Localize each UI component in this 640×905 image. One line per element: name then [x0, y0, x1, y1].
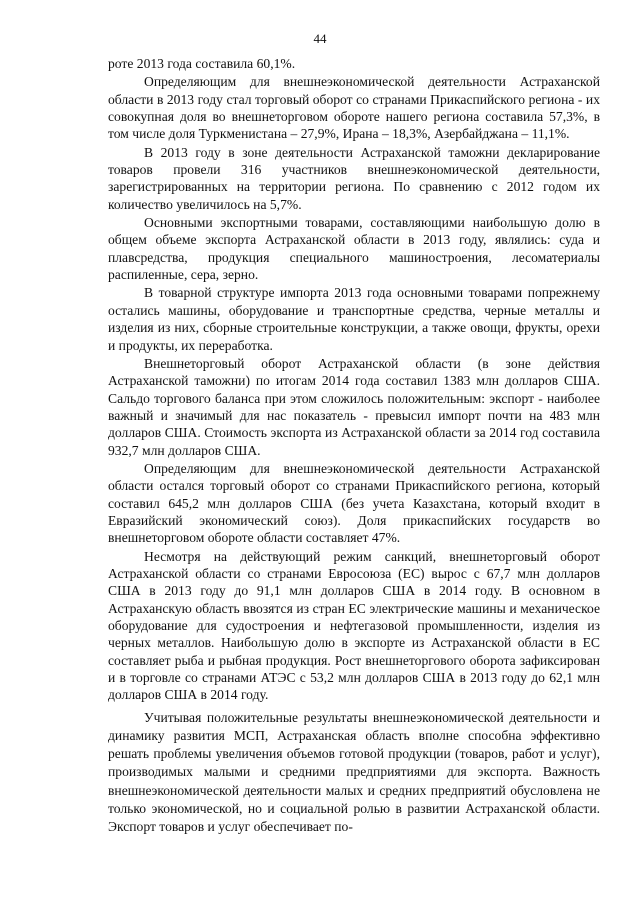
paragraph-trade-turnover-2014: Внешнеторговый оборот Астраханской области (в зоне действия Астраханской таможни) по итогам 2014 года составил 1383 млн долларов США. Сальдо торгового баланса при этом сложилось положительным: экспорт - наиболее важный и значимый для нас показатель - превысил импорт почти на 483 млн долларов США. Стоимость экспорта из Астраханской области за 2014 год составила 932,7 млн долларов США.: [108, 355, 600, 458]
page-number: 44: [313, 31, 327, 46]
page-body: [108, 55, 600, 836]
paragraph-caspian-trade-2013: Определяющим для внешнеэкономической деятельности Астраханской области в 2013 году стал торговый оборот со странами Прикаспийского региона - их совокупная доля во внешнеторговом обороте нашего региона составила 57,3%, в том числе доля Туркменистана – 27,9%, Ирана – 18,3%, Азербайджана – 11,1%.: [108, 74, 600, 142]
paragraph-export-goods: Основными экспортными товарами, составляющими наибольшую долю в общем объеме экспорта Астраханской области в 2013 году, являлись: суда и плавсредства, продукция специального машиностроения, лесоматериалы распиленные, сера, зерно.: [108, 215, 600, 283]
paragraph-caspian-trade-2014: Определяющим для внешнеэкономической деятельности Астраханской области остался торговый оборот со странами Прикаспийского региона, который составил 645,2 млн долларов США (без учета Казахстана, который входит в Евразийский экономический союз). Доля прикаспийских государств во внешнеторговом обороте области составляет 47%.: [108, 460, 600, 546]
paragraph-eu-apec-trade: Несмотря на действующий режим санкций, внешнеторговый оборот Астраханской области со странами Евросоюза (ЕС) вырос с 67,7 млн долларов США в 2013 году до 91,1 млн долларов США в 2014 году. В основном в Астраханскую область ввозятся из стран ЕС электрические машины и механическое оборудование для судостроения и нефтегазовой промышленности, изделия из черных металлов. Наибольшую долю в экспорте из Астраханской области в ЕС составляет рыба и рыбная продукция. Рост внешнеторгового оборота зафиксирован и в торговле со странами АТЭС с 53,2 млн долларов США в 2013 году до 62,1 млн долларов США в 2014 году.: [108, 548, 600, 703]
paragraph-customs-participants: В 2013 году в зоне деятельности Астраханской таможни декларирование товаров провели 316 участников внешнеэкономической деятельности, зарегистрированных на территории региона. По сравнению с 2012 годом их количество увеличилось на 5,7%.: [108, 144, 600, 212]
paragraph-sme-export: Учитывая положительные результаты внешнеэкономической деятельности и динамику развития МСП, Астраханская область вполне способна эффективно решать проблемы увеличения объемов готовой продукции (товаров, работ и услуг), производимых малыми и средними предприятиями для экспорта. Важность внешнеэкономической деятельности малых и средних предприятий обусловлена не только экономической, но и социальной ролью в развитии Астраханской области. Экспорт товаров и услуг обеспечивает по-: [108, 709, 600, 834]
paragraph-continuation: роте 2013 года составила 60,1%.: [108, 56, 296, 71]
paragraph-import-structure: В товарной структуре импорта 2013 года основными товарами попрежнему остались машины, оборудование и транспортные средства, черные металлы и изделия из них, сборные строительные конструкции, а также овощи, фрукты, орехи и продукты, их переработка.: [108, 285, 600, 353]
